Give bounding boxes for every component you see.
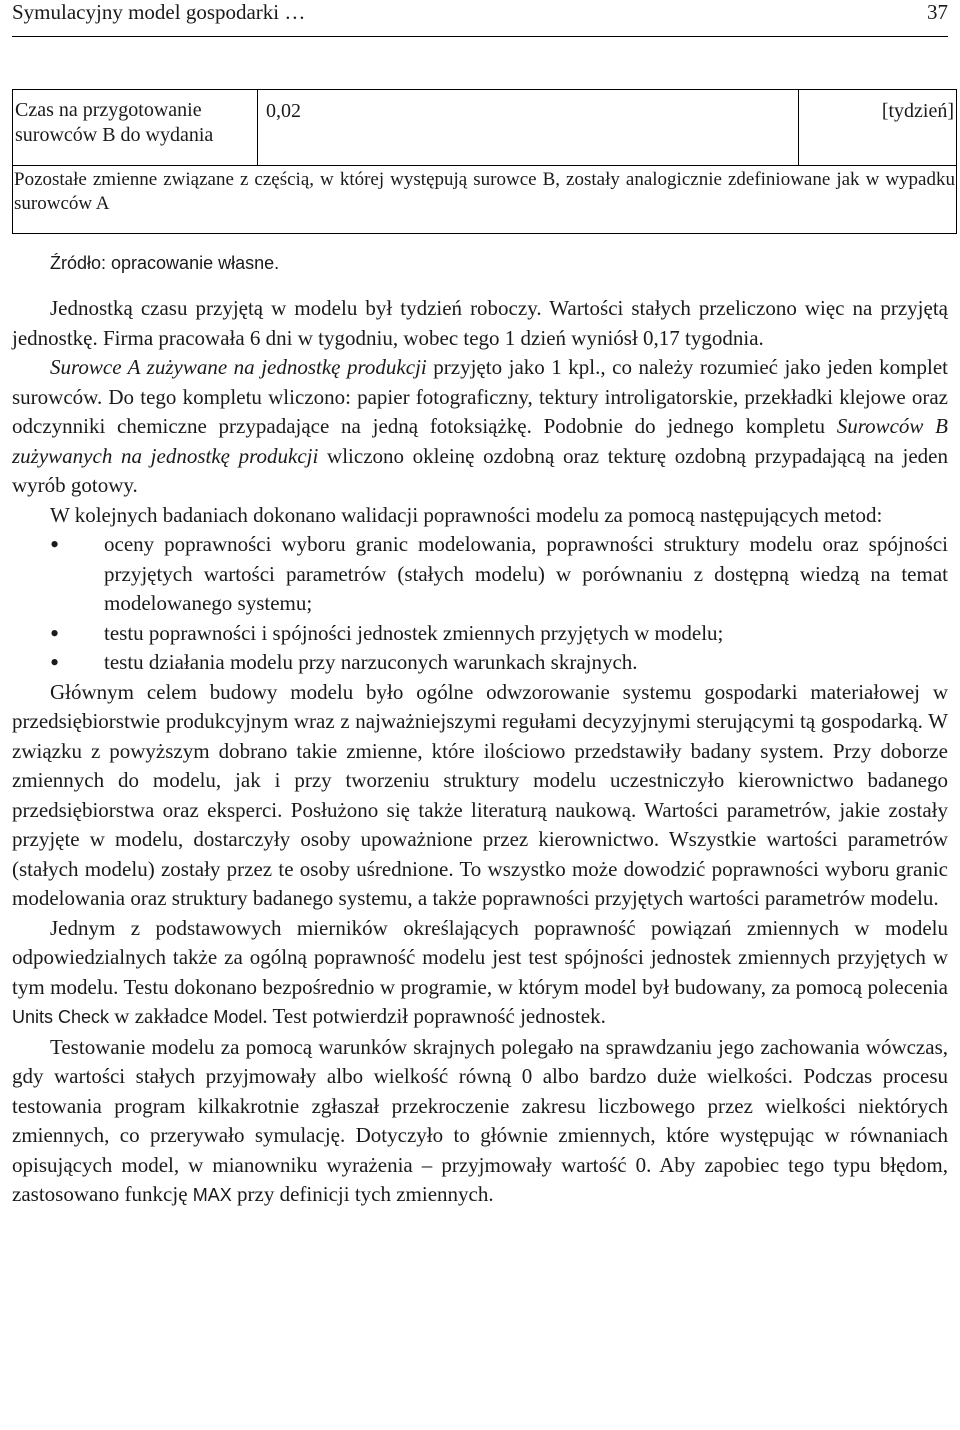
- paragraph: W kolejnych badaniach dokonano walidacji poprawności modelu za pomocą następujących metod:: [50, 502, 883, 527]
- paragraph: Jednostką czasu przyjętą w modelu był tydzień roboczy. Wartości stałych przeliczono więc na przyjętą jednostkę. Firma pracowała 6 dni w tygodniu, wobec tego 1 dzień wyniósł 0,17 tygodnia.: [12, 296, 948, 350]
- text-run: przy definicji tych zmiennych.: [231, 1182, 494, 1206]
- page-number: 37: [927, 0, 948, 24]
- parameter-value: 0,02: [266, 100, 301, 122]
- paragraph: [12, 914, 948, 1033]
- table-note: Pozostałe zmienne związane z częścią, w której występują surowce B, zostały analogicznie zdefiniowane jak w wypadku surowców A: [13, 166, 957, 234]
- paragraph: [12, 353, 948, 501]
- text-run: wliczono okleinę ozdobną oraz tekturę ozdobną przypadającą na jeden wyrób gotowy.: [12, 443, 948, 497]
- list-item: • oceny poprawności wyboru granic modelowania, poprawności struktury modelu oraz spójności przyjętych wartości parametrów (stałych modelu) w porównaniu z dostępną wiedzą na temat modelowanego systemu;: [12, 530, 948, 619]
- table-row: [13, 166, 957, 234]
- text-run: . Test potwierdził poprawność jednostek.: [262, 1004, 606, 1028]
- running-title: Symulacyjny model gospodarki …: [12, 0, 306, 24]
- text-run: przyjęto jako 1 kpl., co należy rozumieć jako jeden komplet surowców. Do tego kompletu wliczono: papier fotograficzny, tektury introligatorskie, przekładki klejowe oraz odczynniki chemiczne przypadające na jedną fotoksiążkę. Podobnie do jednego kompletu: [12, 355, 948, 438]
- parameter-unit: [tydzień]: [799, 90, 957, 166]
- list-item: • testu działania modelu przy narzuconych warunkach skrajnych.: [12, 648, 948, 678]
- text-run: Testowanie modelu za pomocą warunków skrajnych polegało na sprawdzaniu jego zachowania wówczas, gdy wartości stałych przyjmowały albo wielkość równą 0 albo bardzo duże wielkości. Podczas procesu testowania program kilkakrotnie zgłaszał przekroczenie zakresu liczbowego przez wielkości niektórych zmiennych, co przerywało symulację. Dotyczyło to głównie zmiennych, które występując w równaniach opisujących model, w mianowniku wyrażenia – przyjmowały wartość 0. Aby zapobiec tego typu błędom, zastosowano funkcję: [12, 1034, 948, 1206]
- parameter-label: Czas na przygotowanie surowców B do wydania: [13, 90, 258, 166]
- table-row: [13, 90, 957, 166]
- parameter-table: [12, 89, 957, 234]
- source-note: Źródło: opracowanie własne.: [50, 253, 280, 273]
- text-run: Jednym z podstawowych mierników określających poprawność powiązań zmiennych w modelu odpowiedzialnych także za ogólną poprawność modelu jest test spójności jednostek zmiennych przyjętych w tym modelu. Testu dokonano bezpośrednio w programie, w którym model był budowany, za pomocą polecenia: [12, 915, 948, 999]
- italic-term: Surowców B zużywanych na jednostkę produkcji: [12, 414, 948, 468]
- parameter-value-cell: [258, 90, 799, 166]
- function-name: MAX: [192, 1185, 232, 1205]
- italic-term: Surowce A zużywane na jednostkę produkcji: [50, 355, 427, 379]
- tab-name: Model: [213, 1007, 263, 1027]
- paragraph: Głównym celem budowy modelu było ogólne odwzorowanie systemu gospodarki materiałowej w przedsiębiorstwie produkcyjnym wraz z najważniejszymi regułami decyzyjnymi sterującymi tą gospodarką. W związku z powyższym dobrano takie zmienne, które ilościowo przedstawiły badany system. Przy doborze zmiennych do modelu, jak i przy tworzeniu struktury modelu uczestniczyło kierownictwo badanego przedsiębiorstwa oraz eksperci. Posłużono się także literaturą naukową. Wartości parametrów, jakie zostały przyjęte w modelu, dostarczyły osoby upoważnione przez kierownictwo. Wszystkie wartości parametrów (stałych modelu) zostały przez te osoby uśrednione. To wszystko może dowodzić poprawności wyboru granic modelowania oraz struktury badanego systemu, a także poprawności przyjętych wartości parametrów modelu.: [12, 679, 948, 910]
- method-list: [12, 530, 948, 678]
- command-name: Units Check: [12, 1007, 110, 1027]
- body-text: [12, 294, 948, 1211]
- paragraph: [12, 1033, 948, 1211]
- text-run: w zakładce: [109, 1004, 214, 1028]
- page-header: [12, 0, 948, 37]
- list-item: • testu poprawności i spójności jednostek zmiennych przyjętych w modelu;: [12, 619, 948, 649]
